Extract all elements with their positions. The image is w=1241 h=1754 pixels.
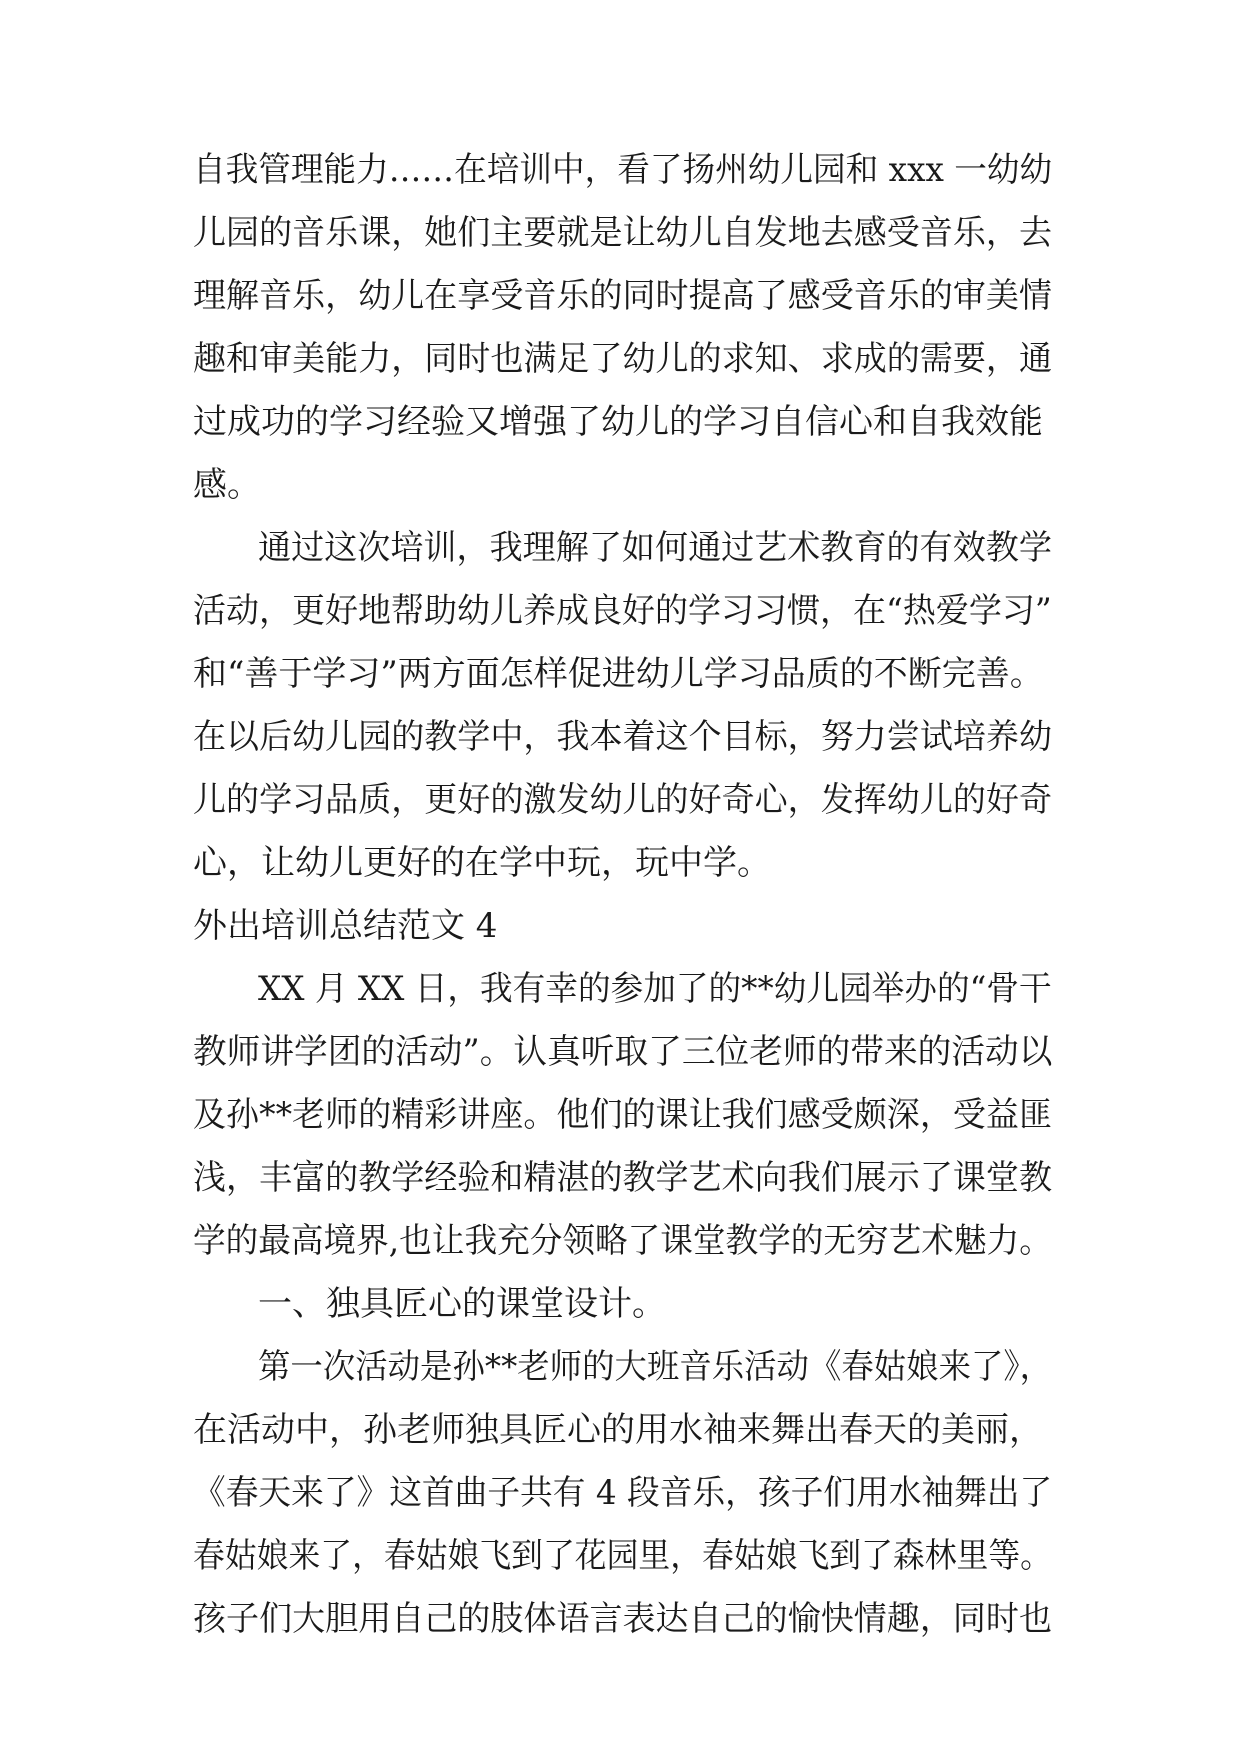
text-line: 孩子们大胆用自己的肢体语言表达自己的愉快情趣，同时也 <box>193 1599 1052 1639</box>
text-line: 心，让幼儿更好的在学中玩，玩中学。 <box>193 843 771 883</box>
text-line: 第一次活动是孙**老师的大班音乐活动《春姑娘来了》， <box>258 1347 1053 1387</box>
text-line: 自我管理能力……在培训中，看了扬州幼儿园和 xxx 一幼幼 <box>193 150 1053 190</box>
subheading: 一、独具匠心的课堂设计。 <box>258 1284 666 1324</box>
text-line: 过成功的学习经验又增强了幼儿的学习自信心和自我效能 <box>193 402 1043 442</box>
text-line: 趣和审美能力，同时也满足了幼儿的求知、求成的需要，通 <box>193 339 1052 379</box>
text-line: 和“善于学习”两方面怎样促进幼儿学习品质的不断完善。 <box>193 654 1044 694</box>
text-line: 通过这次培训，我理解了如何通过艺术教育的有效教学 <box>258 528 1052 568</box>
section-heading: 外出培训总结范文 4 <box>193 906 498 946</box>
text-line: 儿的学习品质，更好的激发幼儿的好奇心，发挥幼儿的好奇 <box>193 780 1052 820</box>
text-line: 春姑娘来了，春姑娘飞到了花园里，春姑娘飞到了森林里等。 <box>193 1536 1052 1576</box>
text-line: 在以后幼儿园的教学中，我本着这个目标，努力尝试培养幼 <box>193 717 1052 757</box>
text-line: 教师讲学团的活动”。认真听取了三位老师的带来的活动以 <box>193 1032 1053 1072</box>
text-line: 学的最高境界,也让我充分领略了课堂教学的无穷艺术魅力。 <box>193 1221 1052 1261</box>
text-line: 《春天来了》这首曲子共有 4 段音乐，孩子们用水袖舞出了 <box>193 1473 1053 1513</box>
text-line: 在活动中，孙老师独具匠心的用水袖来舞出春天的美丽， <box>193 1410 1043 1450</box>
text-line: 活动，更好地帮助幼儿养成良好的学习习惯，在“热爱学习” <box>193 591 1052 631</box>
text-line: 浅，丰富的教学经验和精湛的教学艺术向我们展示了课堂教 <box>193 1158 1052 1198</box>
text-line: 理解音乐，幼儿在享受音乐的同时提高了感受音乐的审美情 <box>193 276 1052 316</box>
text-line: 感。 <box>193 465 261 505</box>
text-line: 儿园的音乐课，她们主要就是让幼儿自发地去感受音乐，去 <box>193 213 1052 253</box>
text-line: XX 月 XX 日，我有幸的参加了的**幼儿园举办的“骨干 <box>258 969 1052 1009</box>
text-line: 及孙**老师的精彩讲座。他们的课让我们感受颇深，受益匪 <box>193 1095 1052 1135</box>
